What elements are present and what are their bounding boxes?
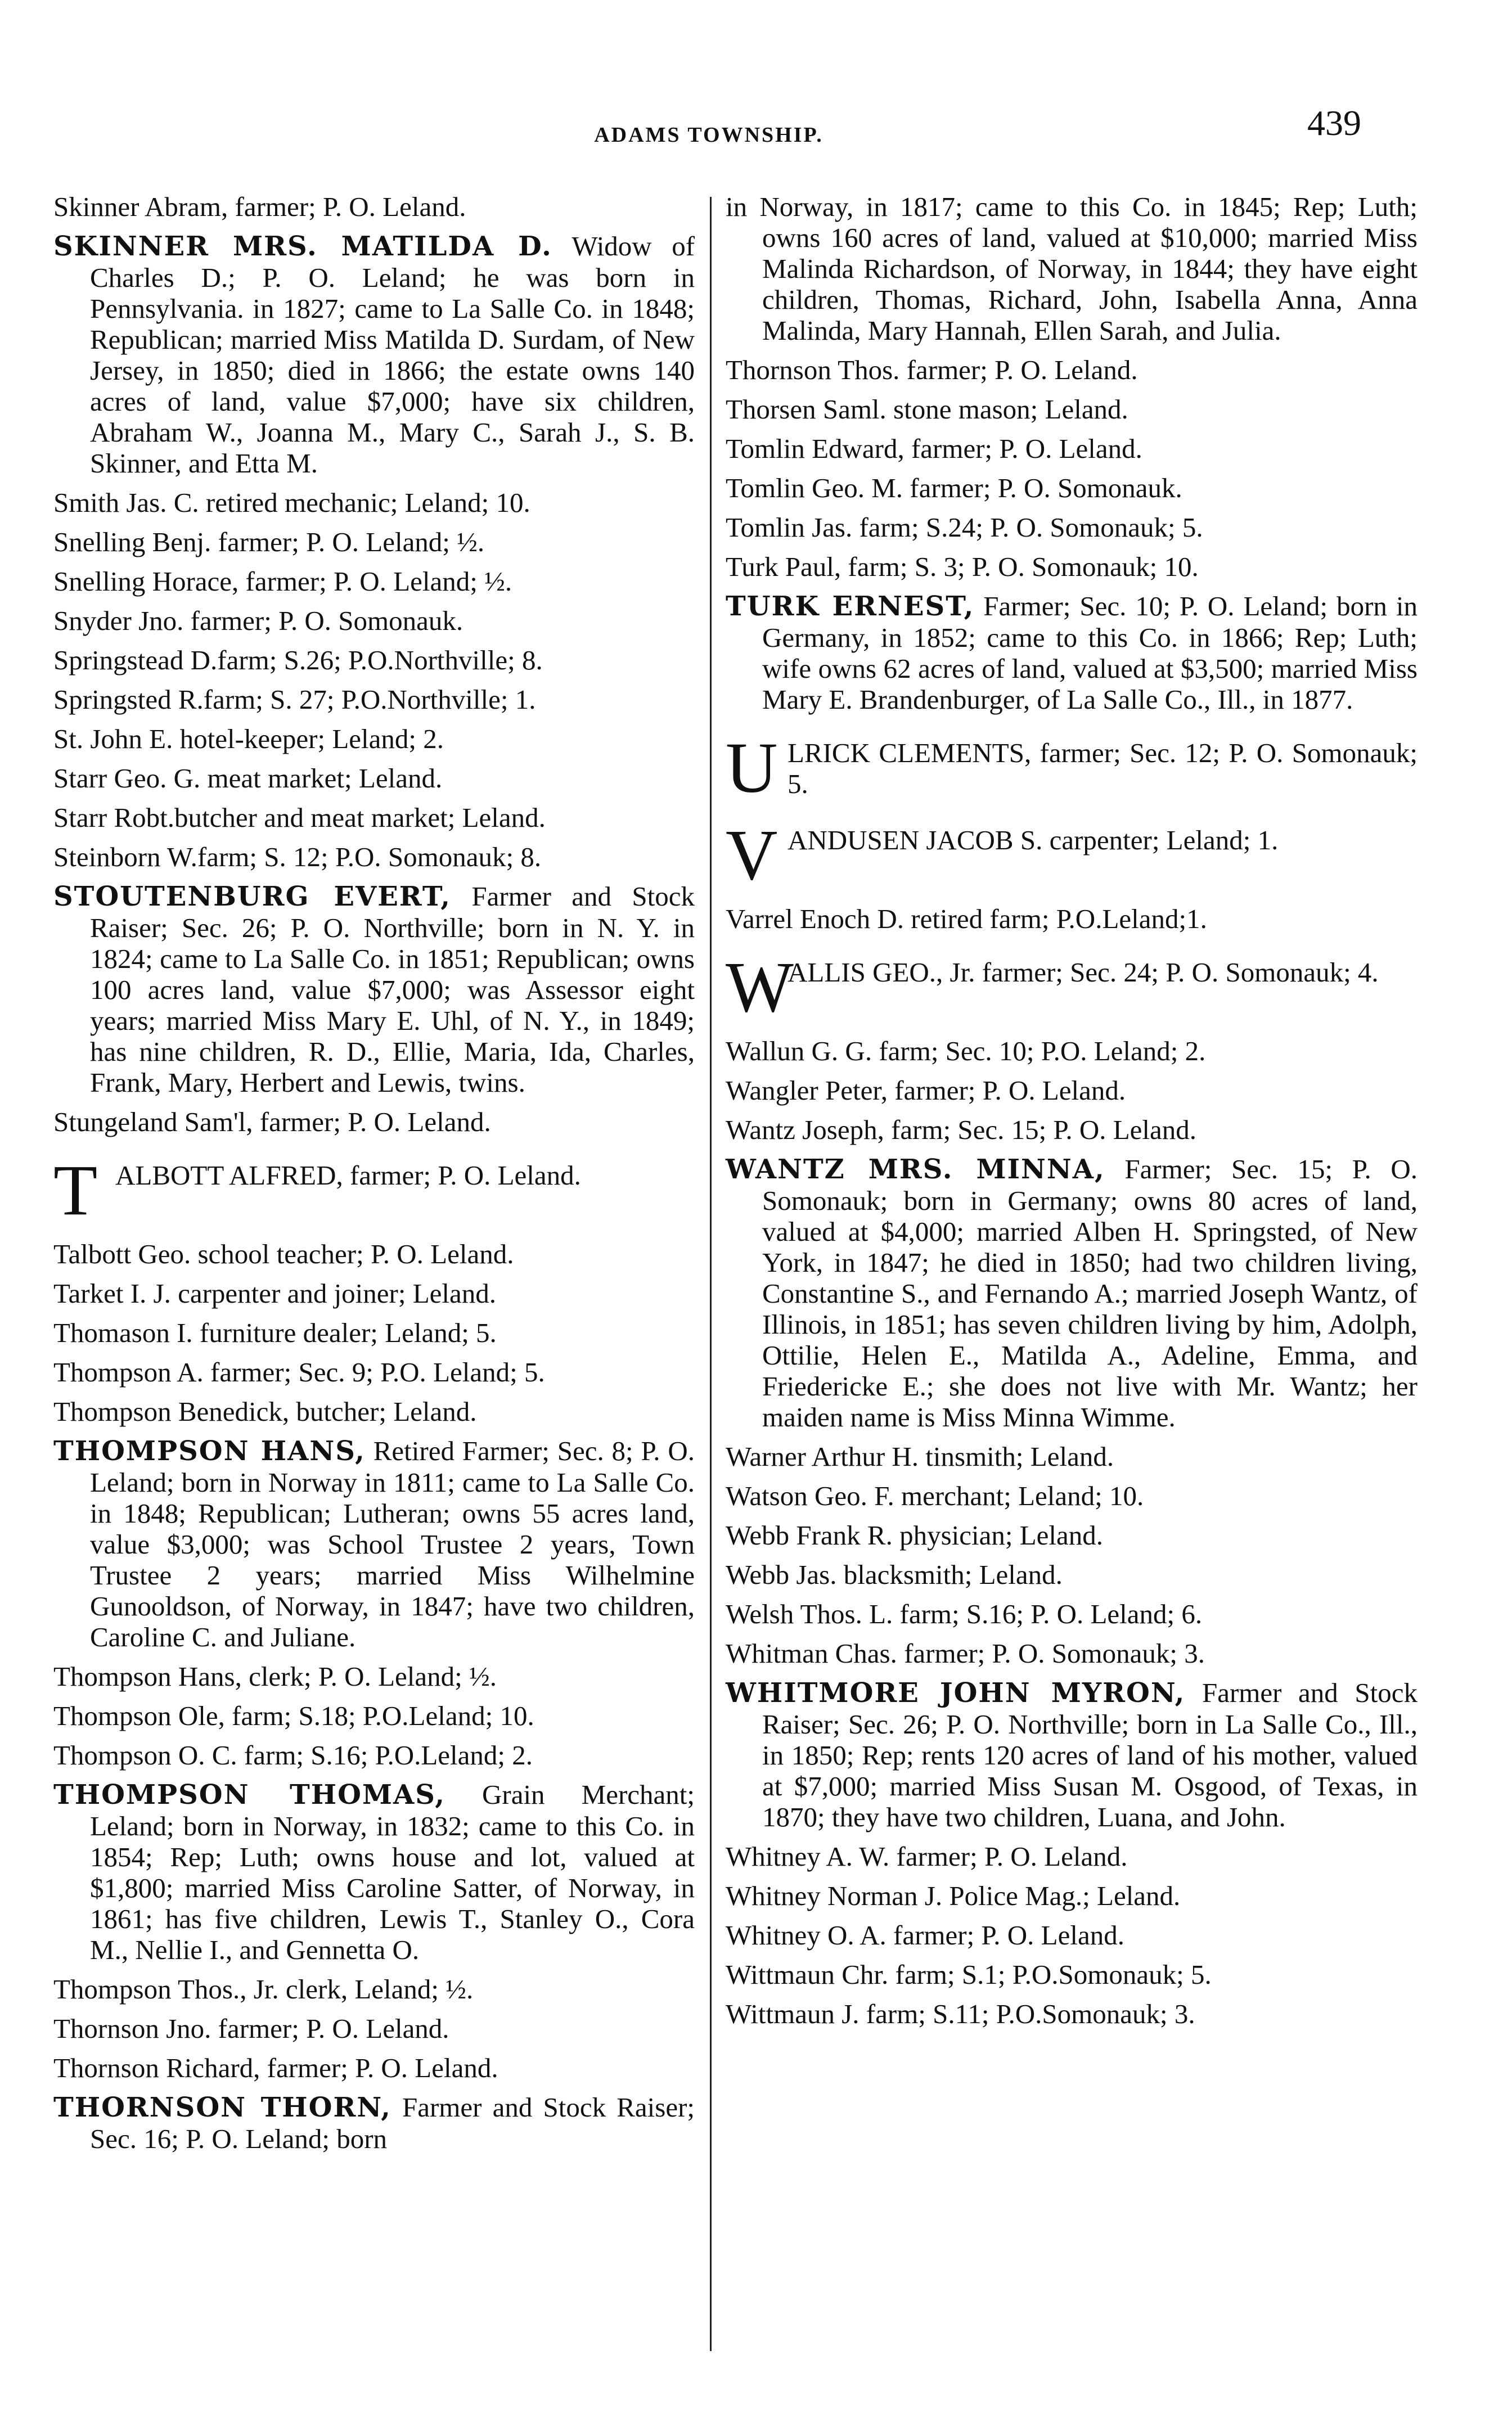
entry-text: Tarket I. J. carpenter and joiner; Leland. [53,1278,497,1309]
running-head: ADAMS TOWNSHIP. [594,123,824,147]
entry-text: Wantz Joseph, farm; Sec. 15; P. O. Leland. [726,1114,1197,1145]
directory-entry [726,1075,1418,1106]
directory-entry [53,645,695,676]
directory-entry [53,841,695,872]
entry-text: Wittmaun Chr. farm; S.1; P.O.Somonauk; 5. [726,1959,1212,1990]
entry-text: Steinborn W.farm; S. 12; P.O. Somonauk; 8. [53,841,542,872]
directory-entry [726,728,1418,808]
entry-text: Thompson Hans, clerk; P. O. Leland; ½. [53,1661,497,1692]
directory-entry [53,763,695,794]
directory-entry [726,1920,1418,1951]
entry-name-bold: THOMPSON THOMAS, [53,1779,446,1811]
directory-entry [726,1998,1418,2029]
entry-text: Varrel Enoch D. retired farm; P.O.Leland;1. [726,903,1207,934]
entry-text: Tomlin Jas. farm; S.24; P. O. Somonauk; 5. [726,512,1203,543]
directory-entry [53,2092,695,2154]
page-number: 439 [1307,103,1361,143]
directory-entry [726,947,1418,1027]
entry-text: Thornson Richard, farmer; P. O. Leland. [53,2052,498,2083]
entry-text: Thompson Benedick, butcher; Leland. [53,1396,477,1427]
entry-text: Stungeland Sam'l, farmer; P. O. Leland. [53,1106,491,1137]
entry-name-bold: THORNSON THORN, [53,2092,392,2123]
directory-entry [53,1740,695,1771]
entry-name-bold: WHITMORE JOHN MYRON, [726,1677,1186,1709]
entry-text: Farmer; Sec. 15; P. O. Somonauk; born in Germany; owns 80 acres of land, valued at $4,000; married Alben H. Springsted, of New York, in 1847; he died in 1850; had two children living, Constantine S., and Fernando A.; married Joseph Wantz, of Illinois, in 1851; has seven children living by him, Adolph, Ottilie, Helen E., Matilda A., Adeline, Emma, and Friedericke E.; she does not live with Mr. Wantz; her maiden name is Miss Minna Wimme. [762,1154,1418,1433]
right-column [726,191,1418,2038]
entry-text: Springsted R.farm; S. 27; P.O.Northville; 1. [53,684,536,715]
entry-text: ANDUSEN JACOB S. carpenter; Leland; 1. [788,825,1279,855]
directory-entry [53,2013,695,2044]
directory-entry [53,1700,695,1731]
directory-entry [726,354,1418,385]
entry-text: Skinner Abram, farmer; P. O. Leland. [53,191,466,222]
entry-text: Thomason I. furniture dealer; Leland; 5. [53,1317,497,1348]
entry-text: Springstead D.farm; S.26; P.O.Northville; 8. [53,645,543,676]
entry-text: Whitney O. A. farmer; P. O. Leland. [726,1920,1124,1951]
directory-entry [726,1599,1418,1629]
entry-text: LRICK CLEMENTS, farmer; Sec. 12; P. O. Somonauk; 5. [788,737,1418,799]
directory-entry [726,1880,1418,1911]
directory-entry [726,1638,1418,1669]
directory-entry [53,684,695,715]
entry-text: Smith Jas. C. retired mechanic; Leland; 10. [53,487,530,518]
entry-text: Thompson Thos., Jr. clerk, Leland; ½. [53,1974,474,2005]
directory-entry [726,815,1418,895]
directory-entry [53,1779,695,1965]
directory-entry [53,566,695,597]
entry-text: Farmer; Sec. 10; P. O. Leland; born in Germany, in 1852; came to this Co. in 1866; Rep; Luth; wife owns 62 acres of land, valued at $3,500; married Miss Mary E. Brandenburger, of La Salle Co., Ill., in 1877. [762,591,1418,715]
directory-entry [53,526,695,557]
directory-entry [726,1154,1418,1433]
entry-text: Thorsen Saml. stone mason; Leland. [726,394,1128,425]
entry-text: Snelling Horace, farmer; P. O. Leland; ½. [53,566,512,597]
entry-text: Wittmaun J. farm; S.11; P.O.Somonauk; 3. [726,1998,1195,2029]
drop-cap-letter: T [53,1150,98,1230]
directory-entry [53,605,695,636]
directory-entry [53,1106,695,1137]
directory-entry [53,723,695,754]
entry-text: Starr Robt.butcher and meat market; Leland. [53,802,546,833]
directory-entry [53,1278,695,1309]
directory-entry [53,231,695,479]
entry-text: ALBOTT ALFRED, farmer; P. O. Leland. [115,1160,581,1191]
entry-text: Thompson A. farmer; Sec. 9; P.O. Leland; 5. [53,1357,545,1388]
entry-name-bold: THOMPSON HANS, [53,1435,366,1467]
directory-entry [726,551,1418,582]
entry-text: St. John E. hotel-keeper; Leland; 2. [53,723,444,754]
entry-text: Wangler Peter, farmer; P. O. Leland. [726,1075,1126,1106]
entry-text: Whitney Norman J. Police Mag.; Leland. [726,1880,1181,1911]
directory-entry [726,1441,1418,1472]
drop-cap-letter: U [726,728,778,808]
entry-text: Thompson Ole, farm; S.18; P.O.Leland; 10. [53,1700,534,1731]
entry-text: ALLIS GEO., Jr. farmer; Sec. 24; P. O. Somonauk; 4. [788,957,1379,988]
entry-text: Wallun G. G. farm; Sec. 10; P.O. Leland; 2. [726,1035,1206,1066]
entry-text: Grain Merchant; Leland; born in Norway, in 1832; came to this Co. in 1854; Rep; Luth; owns house and lot, valued at $1,800; married Miss Caroline Satter, of Norway, in 1861; has five children, Lewis T., Stanley O., Cora M., Nellie I., and Gennetta O. [90,1779,695,1965]
entry-text: Farmer and Stock Raiser; Sec. 26; P. O. Northville; born in La Salle Co., Ill., in 1850; Rep; rents 120 acres of land of his mother, valued at $7,000; married Miss Susan M. Osgood, of Texas, in 1870; they have two children, Luana, and John. [762,1677,1418,1832]
directory-entry [726,1559,1418,1590]
directory-entry [726,512,1418,543]
entry-text: Retired Farmer; Sec. 8; P. O. Leland; born in Norway in 1811; came to La Salle Co. in 1848; Republican; Lutheran; owns 55 acres land, value $3,000; was School Trustee 2 years, Town Trustee 2 years; married Miss Wilhelmine Gunooldson, of Norway, in 1847; have two children, Caroline C. and Juliane. [90,1435,695,1652]
entry-text: Talbott Geo. school teacher; P. O. Leland. [53,1239,514,1269]
entry-text: Farmer and Stock Raiser; Sec. 16; P. O. Leland; born [90,2092,695,2154]
entry-text: Webb Jas. blacksmith; Leland. [726,1559,1063,1590]
drop-cap-letter: W [726,947,794,1027]
entry-text: Welsh Thos. L. farm; S.16; P. O. Leland; 6. [726,1599,1203,1629]
entry-text: Webb Frank R. physician; Leland. [726,1520,1104,1551]
directory-entry [53,1239,695,1269]
drop-cap-letter: V [726,815,778,895]
entry-text: Snyder Jno. farmer; P. O. Somonauk. [53,605,464,636]
entry-text: Thornson Thos. farmer; P. O. Leland. [726,354,1138,385]
entry-name-bold: TURK ERNEST, [726,591,975,622]
directory-entry [726,394,1418,425]
directory-entry [53,1357,695,1388]
directory-entry [53,1974,695,2005]
entry-text: Tomlin Edward, farmer; P. O. Leland. [726,433,1142,464]
entry-text: Snelling Benj. farmer; P. O. Leland; ½. [53,526,485,557]
directory-entry [726,433,1418,464]
directory-entry [726,1841,1418,1872]
directory-entry [726,1114,1418,1145]
entry-text: Turk Paul, farm; S. 3; P. O. Somonauk; 10. [726,551,1199,582]
entry-text: Whitney A. W. farmer; P. O. Leland. [726,1841,1128,1872]
directory-entry [53,1661,695,1692]
directory-entry [53,1396,695,1427]
directory-entry [53,487,695,518]
directory-entry [726,472,1418,503]
entry-text: Widow of Charles D.; P. O. Leland; he was born in Pennsylvania. in 1827; came to La Salle Co. in 1848; Republican; married Miss Matilda D. Surdam, of New Jersey, in 1850; died in 1866; the estate owns 140 acres of land, value $7,000; have six children, Abraham W., Joanna M., Mary C., Sarah J., S. B. Skinner, and Etta M. [90,231,695,479]
directory-entry [53,1317,695,1348]
directory-entry [53,191,695,222]
directory-entry [726,591,1418,715]
directory-entry [53,1435,695,1652]
directory-entry [726,1520,1418,1551]
directory-entry [53,802,695,833]
column-divider [710,197,712,2351]
directory-entry [53,1150,695,1230]
entry-name-bold: SKINNER MRS. MATILDA D. [53,231,552,262]
directory-entry [53,2052,695,2083]
entry-text: Tomlin Geo. M. farmer; P. O. Somonauk. [726,472,1182,503]
entry-text: Starr Geo. G. meat market; Leland. [53,763,443,794]
entry-text: Thornson Jno. farmer; P. O. Leland. [53,2013,449,2044]
directory-entry [726,903,1418,934]
entry-name-bold: WANTZ MRS. MINNA, [726,1154,1105,1185]
left-column [53,191,695,2163]
directory-entry [53,881,695,1098]
entry-text: Whitman Chas. farmer; P. O. Somonauk; 3. [726,1638,1205,1669]
entry-text: Warner Arthur H. tinsmith; Leland. [726,1441,1114,1472]
entry-text: Watson Geo. F. merchant; Leland; 10. [726,1480,1144,1511]
directory-entry [726,1677,1418,1832]
directory-entry [726,1035,1418,1066]
directory-entry [726,1959,1418,1990]
directory-entry [726,191,1418,346]
entry-text: in Norway, in 1817; came to this Co. in 1845; Rep; Luth; owns 160 acres of land, valued at $10,000; married Miss Malinda Richardson, of Norway, in 1844; they have eight children, Thomas, Richard, John, Isabella Anna, Anna Malinda, Mary Hannah, Ellen Sarah, and Julia. [726,191,1418,346]
entry-text: Thompson O. C. farm; S.16; P.O.Leland; 2. [53,1740,533,1771]
entry-text: Farmer and Stock Raiser; Sec. 26; P. O. Northville; born in N. Y. in 1824; came to La Salle Co. in 1851; Republican; owns 100 acres land, value $7,000; was Assessor eight years; married Miss Mary E. Uhl, of N. Y., in 1849; has nine children, R. D., Ellie, Maria, Ida, Charles, Frank, Mary, Herbert and Lewis, twins. [90,881,695,1098]
directory-entry [726,1480,1418,1511]
entry-name-bold: STOUTENBURG EVERT, [53,881,452,912]
